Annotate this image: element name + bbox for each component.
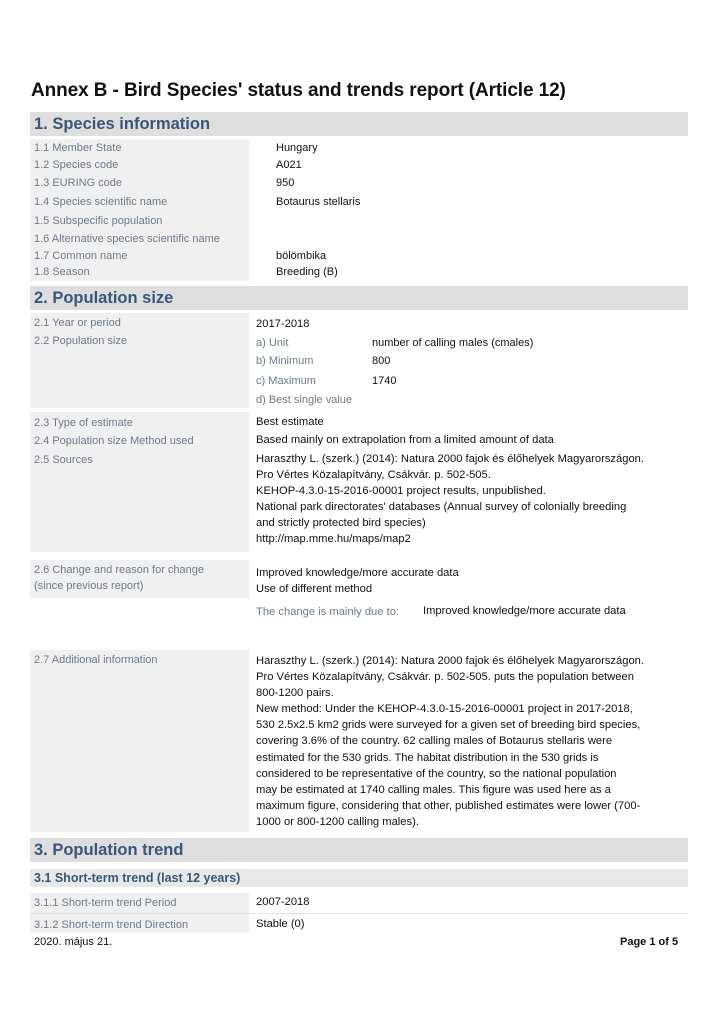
change-reason-value-1: Improved knowledge/more accurate data [256, 567, 459, 579]
sources-line: National park directorates' databases (Annual survey of colonially breeding [256, 501, 627, 514]
season-value: Breeding (B) [276, 266, 338, 278]
common-name-label: 1.7 Common name [34, 250, 128, 262]
scientific-name-value: Botaurus stellaris [276, 196, 361, 208]
unit-label: a) Unit [256, 337, 289, 349]
year-period-value: 2017-2018 [256, 318, 310, 330]
minimum-label: b) Minimum [256, 355, 314, 367]
season-label: 1.8 Season [34, 266, 90, 278]
additional-info-line: 530 2.5x2.5 km2 grids were surveyed for a given set of breeding bird species, [256, 719, 641, 732]
sources-line: KEHOP-4.3.0-15-2016-00001 project results, unpublished. [256, 485, 546, 498]
change-mainly-label: The change is mainly due to: [256, 606, 400, 618]
section-heading-population-trend: 3. Population trend [30, 838, 688, 862]
trend-period-label: 3.1.1 Short-term trend Period [34, 897, 177, 909]
population-size-label: 2.2 Population size [34, 335, 127, 347]
additional-info-line: estimated for the 530 grids. The habitat distribution in the 530 grids is [256, 751, 599, 764]
common-name-value: bölömbika [276, 250, 327, 262]
euring-code-value: 950 [276, 177, 295, 189]
member-state-label: 1.1 Member State [34, 142, 122, 154]
change-mainly-value: Improved knowledge/more accurate data [423, 605, 626, 617]
section-heading-species-information: 1. Species information [30, 112, 688, 136]
maximum-value: 1740 [372, 375, 397, 387]
minimum-value: 800 [372, 355, 391, 367]
maximum-label: c) Maximum [256, 375, 316, 387]
type-of-estimate-label: 2.3 Type of estimate [34, 417, 133, 429]
subspecific-population-label: 1.5 Subspecific population [34, 215, 163, 227]
sources-line: Pro Vértes Közalapítvány, Csákvár. p. 502-505. [256, 469, 491, 482]
method-used-label: 2.4 Population size Method used [34, 435, 194, 447]
sources-label: 2.5 Sources [34, 454, 93, 466]
species-code-label: 1.2 Species code [34, 159, 119, 171]
additional-info-line: maximum figure, considering that other, published estimates were lower (700- [256, 799, 641, 812]
page-title: Annex B - Bird Species' status and trends report (Article 12) [31, 80, 566, 101]
sources-text [256, 451, 696, 548]
label-column-background [30, 412, 249, 552]
trend-direction-label: 3.1.2 Short-term trend Direction [34, 919, 189, 931]
change-reason-value-2: Use of different method [256, 583, 373, 595]
sources-line: http://map.mme.hu/maps/map2 [256, 533, 411, 546]
footer-page-number: Page 1 of 5 [620, 936, 679, 948]
year-period-label: 2.1 Year or period [34, 317, 121, 329]
additional-info-line: 1000 or 800-1200 calling males). [256, 815, 419, 828]
additional-info-line: Haraszthy L. (szerk.) (2014): Natura 2000 fajok és élőhelyek Magyarországon. [256, 655, 645, 667]
short-term-trend-heading: 3.1 Short-term trend (last 12 years) [30, 869, 688, 887]
row-divider [30, 913, 688, 914]
type-of-estimate-value: Best estimate [256, 416, 324, 428]
additional-info-line: may be estimated at 1740 calling males. This figure was used here as a [256, 783, 611, 796]
label-column-background [30, 650, 249, 832]
method-used-value: Based mainly on extrapolation from a limited amount of data [256, 434, 554, 446]
additional-info-line: considered to be representative of the country, so the national population [256, 767, 617, 780]
scientific-name-label: 1.4 Species scientific name [34, 196, 168, 208]
change-reason-label: 2.6 Change and reason for change [34, 564, 205, 576]
trend-period-value: 2007-2018 [256, 896, 310, 908]
member-state-value: Hungary [276, 142, 318, 154]
trend-direction-value: Stable (0) [256, 918, 305, 930]
footer-date: 2020. május 21. [34, 936, 113, 948]
additional-info-label: 2.7 Additional information [34, 654, 158, 666]
additional-info-line: 800-1200 pairs. [256, 687, 334, 700]
best-single-value-label: d) Best single value [256, 394, 352, 406]
additional-info-line: covering 3.6% of the country. 62 calling males of Botaurus stellaris were [256, 735, 613, 748]
euring-code-label: 1.3 EURING code [34, 177, 123, 189]
unit-value: number of calling males (cmales) [372, 337, 534, 349]
alternative-name-label: 1.6 Alternative species scientific name [34, 233, 220, 245]
additional-info-text [256, 653, 696, 830]
additional-info-line: Pro Vértes Közalapítvány, Csákvár. p. 502-505. puts the population between [256, 671, 634, 684]
additional-info-line: New method: Under the KEHOP-4.3.0-15-2016-00001 project in 2017-2018, [256, 703, 633, 716]
sources-line: Haraszthy L. (szerk.) (2014): Natura 2000 fajok és élőhelyek Magyarországon. [256, 453, 645, 465]
sources-line: and strictly protected bird species) [256, 517, 426, 530]
species-code-value: A021 [276, 159, 302, 171]
section-heading-population-size: 2. Population size [30, 286, 688, 310]
change-reason-label-2: (since previous report) [34, 580, 144, 592]
